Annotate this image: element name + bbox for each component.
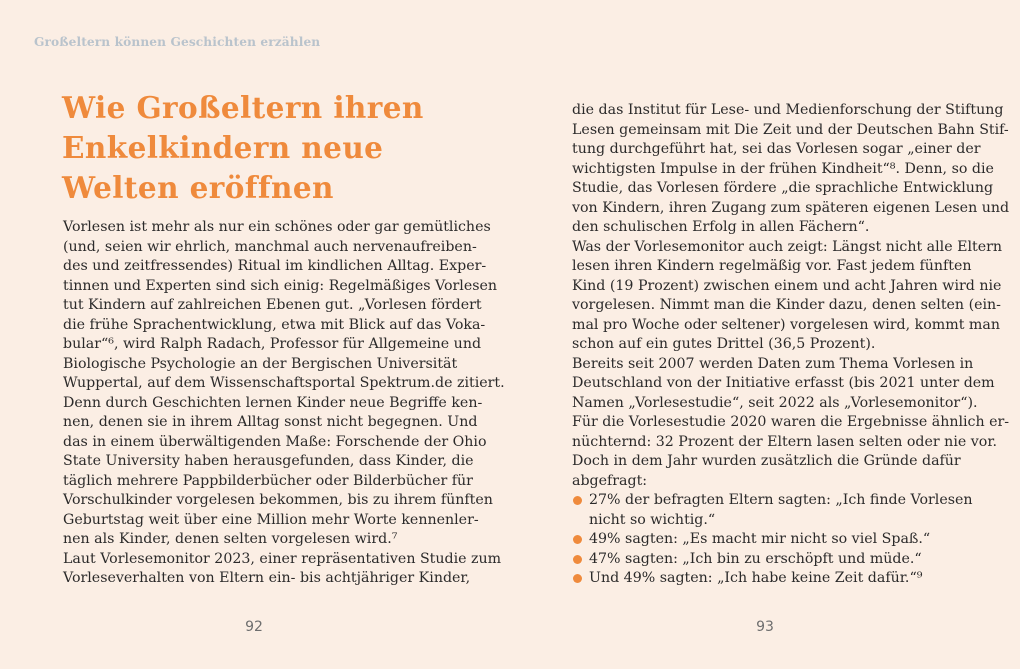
text-line: Deutschland von der Initiative erfasst (bis 2021 unter dem	[572, 375, 995, 391]
text-line: Was der Vorlesemonitor auch zeigt: Längst nicht alle Eltern	[572, 238, 1003, 255]
reasons-list	[572, 491, 972, 589]
bullet-line: Und 49% sagten: „Ich habe keine Zeit dafür.“⁹	[589, 570, 923, 586]
text-line: nen, denen sie in ihrem Alltag sonst nicht begegnen. Und	[63, 414, 478, 430]
text-line: lesen ihren Kindern regelmäßig vor. Fast jedem fünften	[572, 258, 972, 274]
text-line: Vorlesen ist mehr als nur ein schönes oder gar gemütliches	[63, 219, 491, 235]
text-line: Vorleseverhalten von Eltern ein- bis achtjähriger Kinder,	[63, 570, 471, 586]
text-line: (und, seien wir ehrlich, manchmal auch nervenaufreiben-	[63, 238, 477, 255]
bullet-line: nicht so wichtig.“	[589, 511, 716, 528]
text-line: Biologische Psychologie an der Bergischen Universität	[63, 355, 458, 372]
bullet-dot-icon	[573, 535, 582, 544]
running-head: Großeltern können Geschichten erzählen	[34, 35, 321, 49]
title-line: Wie Großeltern ihren	[62, 90, 424, 125]
text-line: Vorschulkinder vorgelesen bekommen, bis zu ihrem fünften	[63, 492, 493, 508]
bullet-line: 49% sagten: „Es macht mir nicht so viel Spaß.“	[589, 531, 931, 547]
title-line: Enkelkindern neue	[62, 130, 384, 165]
list-item	[572, 491, 972, 530]
text-line: die frühe Sprachentwicklung, etwa mit Blick auf das Voka-	[63, 316, 486, 333]
text-line: bular“⁶, wird Ralph Radach, Professor für Allgemeine und	[63, 336, 482, 352]
text-line: Für die Vorlesestudie 2020 waren die Ergebnisse ähnlich er-	[572, 414, 1010, 430]
bullet-line: 27% der befragten Eltern sagten: „Ich finde Vorlesen	[589, 492, 973, 508]
text-line: Namen „Vorlesestudie“, seit 2022 als „Vorlesemonitor“).	[572, 394, 978, 411]
text-line: State University haben herausgefunden, dass Kinder, die	[63, 453, 474, 469]
text-line: schon auf ein gutes Drittel (36,5 Prozent).	[572, 336, 876, 352]
bullet-dot-icon	[573, 496, 582, 505]
text-line: Lesen gemeinsam mit Die Zeit und der Deutschen Bahn Stif-	[572, 121, 1009, 138]
text-line: Laut Vorlesemonitor 2023, einer repräsentativen Studie zum	[63, 550, 502, 567]
text-line: täglich mehrere Pappbilderbücher oder Bilderbücher für	[63, 472, 473, 489]
list-item	[572, 530, 972, 550]
bullet-dot-icon	[573, 574, 582, 583]
text-line: nen als Kinder, denen selten vorgelesen wird.⁷	[63, 531, 398, 547]
text-line: Doch in dem Jahr wurden zusätzlich die Gründe dafür	[572, 453, 961, 469]
text-line: abgefragt:	[572, 472, 648, 489]
text-line: tut Kindern auf zahlreichen Ebenen gut. „Vorlesen fördert	[63, 297, 482, 313]
text-line: Studie, das Vorlesen fördere „die sprachliche Entwicklung	[572, 180, 994, 196]
title-line: Welten eröffnen	[62, 170, 334, 205]
bullet-line: 47% sagten: „Ich bin zu erschöpft und müde.“	[589, 550, 922, 567]
text-line: nüchternd: 32 Prozent der Eltern lasen selten oder nie vor.	[572, 433, 998, 450]
page-number-left: 92	[245, 619, 263, 635]
chapter-title	[62, 88, 462, 208]
text-line: Kind (19 Prozent) zwischen einem und acht Jahren wird nie	[572, 277, 1002, 294]
right-page	[510, 0, 1020, 669]
right-body-text	[572, 101, 1010, 589]
text-line: Wuppertal, auf dem Wissenschaftsportal Spektrum.de zitiert.	[63, 375, 505, 391]
text-line: wichtigsten Impulse in der frühen Kindheit“⁸. Denn, so die	[572, 160, 994, 177]
text-line: tinnen und Experten sind sich einig: Regelmäßiges Vorlesen	[63, 277, 498, 294]
text-line: Denn durch Geschichten lernen Kinder neue Begriffe ken-	[63, 394, 483, 411]
page-number-right: 93	[756, 619, 774, 635]
text-line: Bereits seit 2007 werden Daten zum Thema Vorlesen in	[572, 355, 974, 372]
text-line: das in einem überwältigenden Maße: Forschende der Ohio	[63, 433, 487, 450]
text-line: von Kindern, ihren Zugang zum späteren eigenen Lesen und	[572, 199, 1010, 216]
list-item	[572, 569, 972, 589]
text-line: tung durchgeführt hat, sei das Vorlesen sogar „einer der	[572, 141, 981, 157]
text-line: den schulischen Erfolg in allen Fächern“.	[572, 219, 870, 235]
text-line: mal pro Woche oder seltener) vorgelesen wird, kommt man	[572, 316, 1000, 333]
text-line: vorgelesen. Nimmt man die Kinder dazu, denen selten (ein-	[572, 297, 1001, 313]
list-item	[572, 550, 972, 570]
text-line: Geburtstag weit über eine Million mehr Worte kennenler-	[63, 511, 479, 528]
bullet-dot-icon	[573, 555, 582, 564]
text-line: die das Institut für Lese- und Medienforschung der Stiftung	[572, 102, 1004, 118]
left-body-text	[63, 218, 505, 589]
text-line: des und zeitfressendes) Ritual im kindlichen Alltag. Exper-	[63, 258, 487, 274]
